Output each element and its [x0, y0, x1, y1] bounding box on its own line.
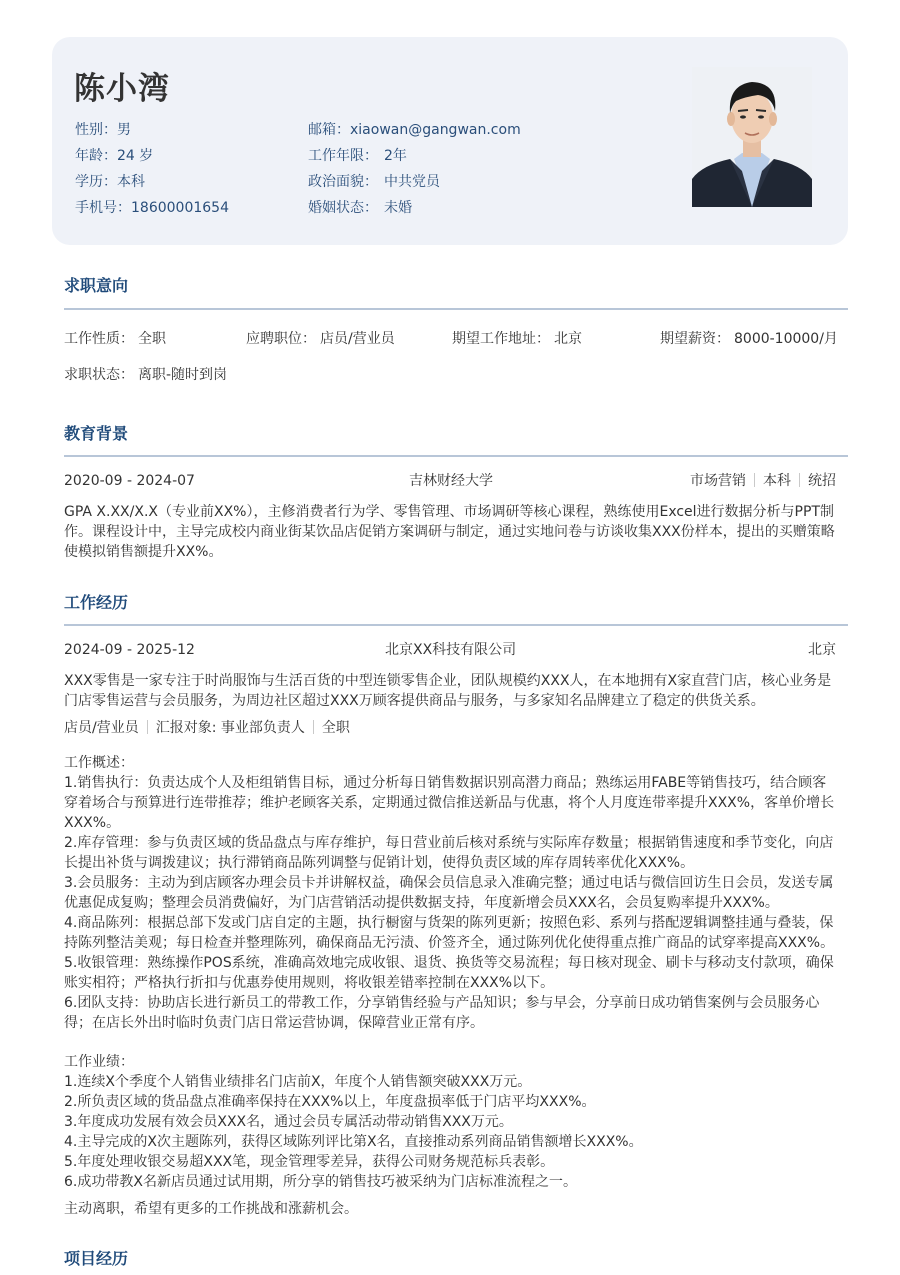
intent-label: 期望薪资： — [660, 331, 730, 347]
separator — [754, 473, 755, 487]
intent-value: 北京 — [554, 331, 582, 347]
info-experience-years — [308, 146, 407, 166]
overview-item: 1.销售执行：负责达成个人及柜组销售目标，通过分析每日销售数据识别高潜力商品；熟练运用FABE等销售技巧，结合顾客穿着场合与预算进行连带推荐；维护老顾客关系，定期通过微信推送新品与优惠，将个人月度连带率提升XXX%，客单价增长XXX%。 — [64, 775, 835, 831]
info-email — [308, 120, 521, 140]
section-divider — [64, 308, 848, 310]
overview-item: 2.库存管理：参与负责区域的货品盘点与库存维护，每日营业前后核对系统与实际库存数量；根据销售速度和季节变化，向店长提出补货与调拨建议；执行滞销商品陈列调整与促销计划，使得负责区域的库存周转率优化XXX%。 — [64, 835, 834, 871]
info-value: xiaowan@gangwan.com — [350, 122, 521, 138]
section-title-education: 教育背景 — [64, 424, 129, 443]
info-label: 婚姻状态： — [308, 200, 378, 216]
achievement-item: 3.年度成功发展有效会员XXX名，通过会员专属活动带动销售XXX万元。 — [64, 1114, 513, 1130]
separator — [147, 720, 148, 734]
work-company: 北京XX科技有限公司 — [385, 642, 517, 658]
work-role-meta — [64, 718, 350, 738]
section-title-intent: 求职意向 — [64, 276, 129, 295]
info-value: 男 — [117, 122, 131, 138]
intent-value: 8000-10000/月 — [734, 331, 838, 347]
portrait-icon — [692, 67, 812, 207]
overview-item: 3.会员服务：主动为到店顾客办理会员卡并讲解权益，确保会员信息录入准确完整；通过电话与微信回访生日会员，发送专属优惠促成复购；整理会员消费偏好，为门店营销活动提供数据支持，年度新增会员XXX名，会员复购率提升XXX%。 — [64, 875, 834, 911]
education-school: 吉林财经大学 — [409, 473, 493, 489]
intent-work-type — [64, 329, 166, 349]
intent-label: 工作性质： — [64, 331, 134, 347]
work-role: 店员/营业员 — [64, 720, 139, 736]
work-jobtype: 全职 — [321, 720, 350, 736]
intent-salary — [660, 329, 838, 349]
work-report: 汇报对象: 事业部负责人 — [155, 720, 305, 736]
section-divider — [64, 624, 848, 626]
work-city: 北京 — [808, 642, 836, 658]
overview-item: 4.商品陈列：根据总部下发或门店自定的主题，执行橱窗与货架的陈列更新；按照色彩、系列与搭配逻辑调整挂通与叠装，保持陈列整洁美观；每日检查并整理陈列，确保商品无污渍、价签齐全，通过陈列优化使得重点推广商品的试穿率提高XXX%。 — [64, 915, 835, 951]
info-value: 未婚 — [384, 200, 412, 216]
intent-position — [246, 329, 395, 349]
overview-item: 6.团队支持：协助店长进行新员工的带教工作，分享销售经验与产品知识；参与早会，分享前日成功销售案例与会员服务心得；在店长外出时临时负责门店日常运营协调，保障营业正常有序。 — [64, 995, 820, 1031]
work-period: 2024-09 - 2025-12 — [64, 642, 195, 658]
work-achievements — [64, 1052, 839, 1192]
intent-status — [64, 365, 227, 385]
info-label: 学历： — [75, 174, 117, 190]
education-type: 统招 — [808, 473, 836, 489]
section-title-projects: 项目经历 — [64, 1249, 129, 1268]
info-value: 24 岁 — [117, 148, 154, 164]
achievement-item: 5.年度处理收银交易超XXX笔，现金管理零差异，获得公司财务规范标兵表彰。 — [64, 1154, 555, 1170]
education-description: GPA X.XX/X.X（专业前XX%），主修消费者行为学、零售管理、市场调研等核心课程，熟练使用Excel进行数据分析与PPT制作。课程设计中，主导完成校内商业街某饮品店促销方案调研与制定，通过实地问卷与访谈收集XXX份样本，提出的买赠策略使模拟销售额提升XX%。 — [64, 504, 835, 560]
info-label: 手机号： — [75, 200, 131, 216]
intent-label: 应聘职位： — [246, 331, 316, 347]
separator — [799, 473, 800, 487]
info-label: 年龄： — [75, 148, 117, 164]
education-meta — [690, 471, 836, 491]
info-marital-status — [308, 198, 412, 218]
achievement-item: 2.所负责区域的货品盘点准确率保持在XXX%以上，年度盘损率低于门店平均XXX%。 — [64, 1094, 596, 1110]
info-value: 2年 — [384, 148, 407, 164]
info-phone — [75, 198, 229, 218]
avatar-photo — [692, 67, 812, 207]
intent-location — [452, 329, 582, 349]
info-value: 18600001654 — [131, 200, 229, 216]
profile-header — [52, 37, 848, 245]
overview-item: 5.收银管理：熟练操作POS系统，准确高效地完成收银、退货、换货等交易流程；每日核对现金、刷卡与移动支付款项，确保账实相符；严格执行折扣与优惠券使用规则，将收银差错率控制在XXX%以下。 — [64, 955, 834, 991]
info-value: 本科 — [117, 174, 145, 190]
info-label: 邮箱： — [308, 122, 350, 138]
education-major: 市场营销 — [690, 473, 746, 489]
info-value: 中共党员 — [384, 174, 440, 190]
achievement-item: 1.连续X个季度个人销售业绩排名门店前X，年度个人销售额突破XXX万元。 — [64, 1074, 532, 1090]
info-education — [75, 172, 145, 192]
education-degree: 本科 — [763, 473, 791, 489]
info-label: 工作年限： — [308, 148, 378, 164]
info-label: 性别： — [75, 122, 117, 138]
intent-value: 全职 — [138, 331, 166, 347]
intent-value: 离职-随时到岗 — [138, 367, 228, 383]
company-description: XXX零售是一家专注于时尚服饰与生活百货的中型连锁零售企业，团队规模约XXX人，在本地拥有X家直营门店，核心业务是门店零售运营与会员服务，为周边社区超过XXX万顾客提供商品与服务，与多家知名品牌建立了稳定的供货关系。 — [64, 673, 832, 709]
info-age — [75, 146, 153, 166]
info-gender — [75, 120, 131, 140]
overview-title: 工作概述： — [64, 755, 134, 771]
info-political-status — [308, 172, 440, 192]
info-label: 政治面貌： — [308, 174, 378, 190]
separator — [313, 720, 314, 734]
achievement-item: 6.成功带教X名新店员通过试用期，所分享的销售技巧被采纳为门店标准流程之一。 — [64, 1174, 577, 1190]
achievement-item: 4.主导完成的X次主题陈列，获得区域陈列评比第X名，直接推动系列商品销售额增长XXX%。 — [64, 1134, 643, 1150]
section-divider — [64, 455, 848, 457]
intent-label: 求职状态： — [64, 367, 134, 383]
candidate-name: 陈小湾 — [74, 71, 170, 107]
education-period: 2020-09 - 2024-07 — [64, 473, 195, 489]
section-title-work: 工作经历 — [64, 593, 129, 612]
intent-label: 期望工作地址： — [452, 331, 550, 347]
leave-reason: 主动离职，希望有更多的工作挑战和涨薪机会。 — [64, 1201, 358, 1217]
achievements-title: 工作业绩： — [64, 1054, 134, 1070]
work-overview — [64, 753, 839, 1033]
intent-value: 店员/营业员 — [320, 331, 395, 347]
